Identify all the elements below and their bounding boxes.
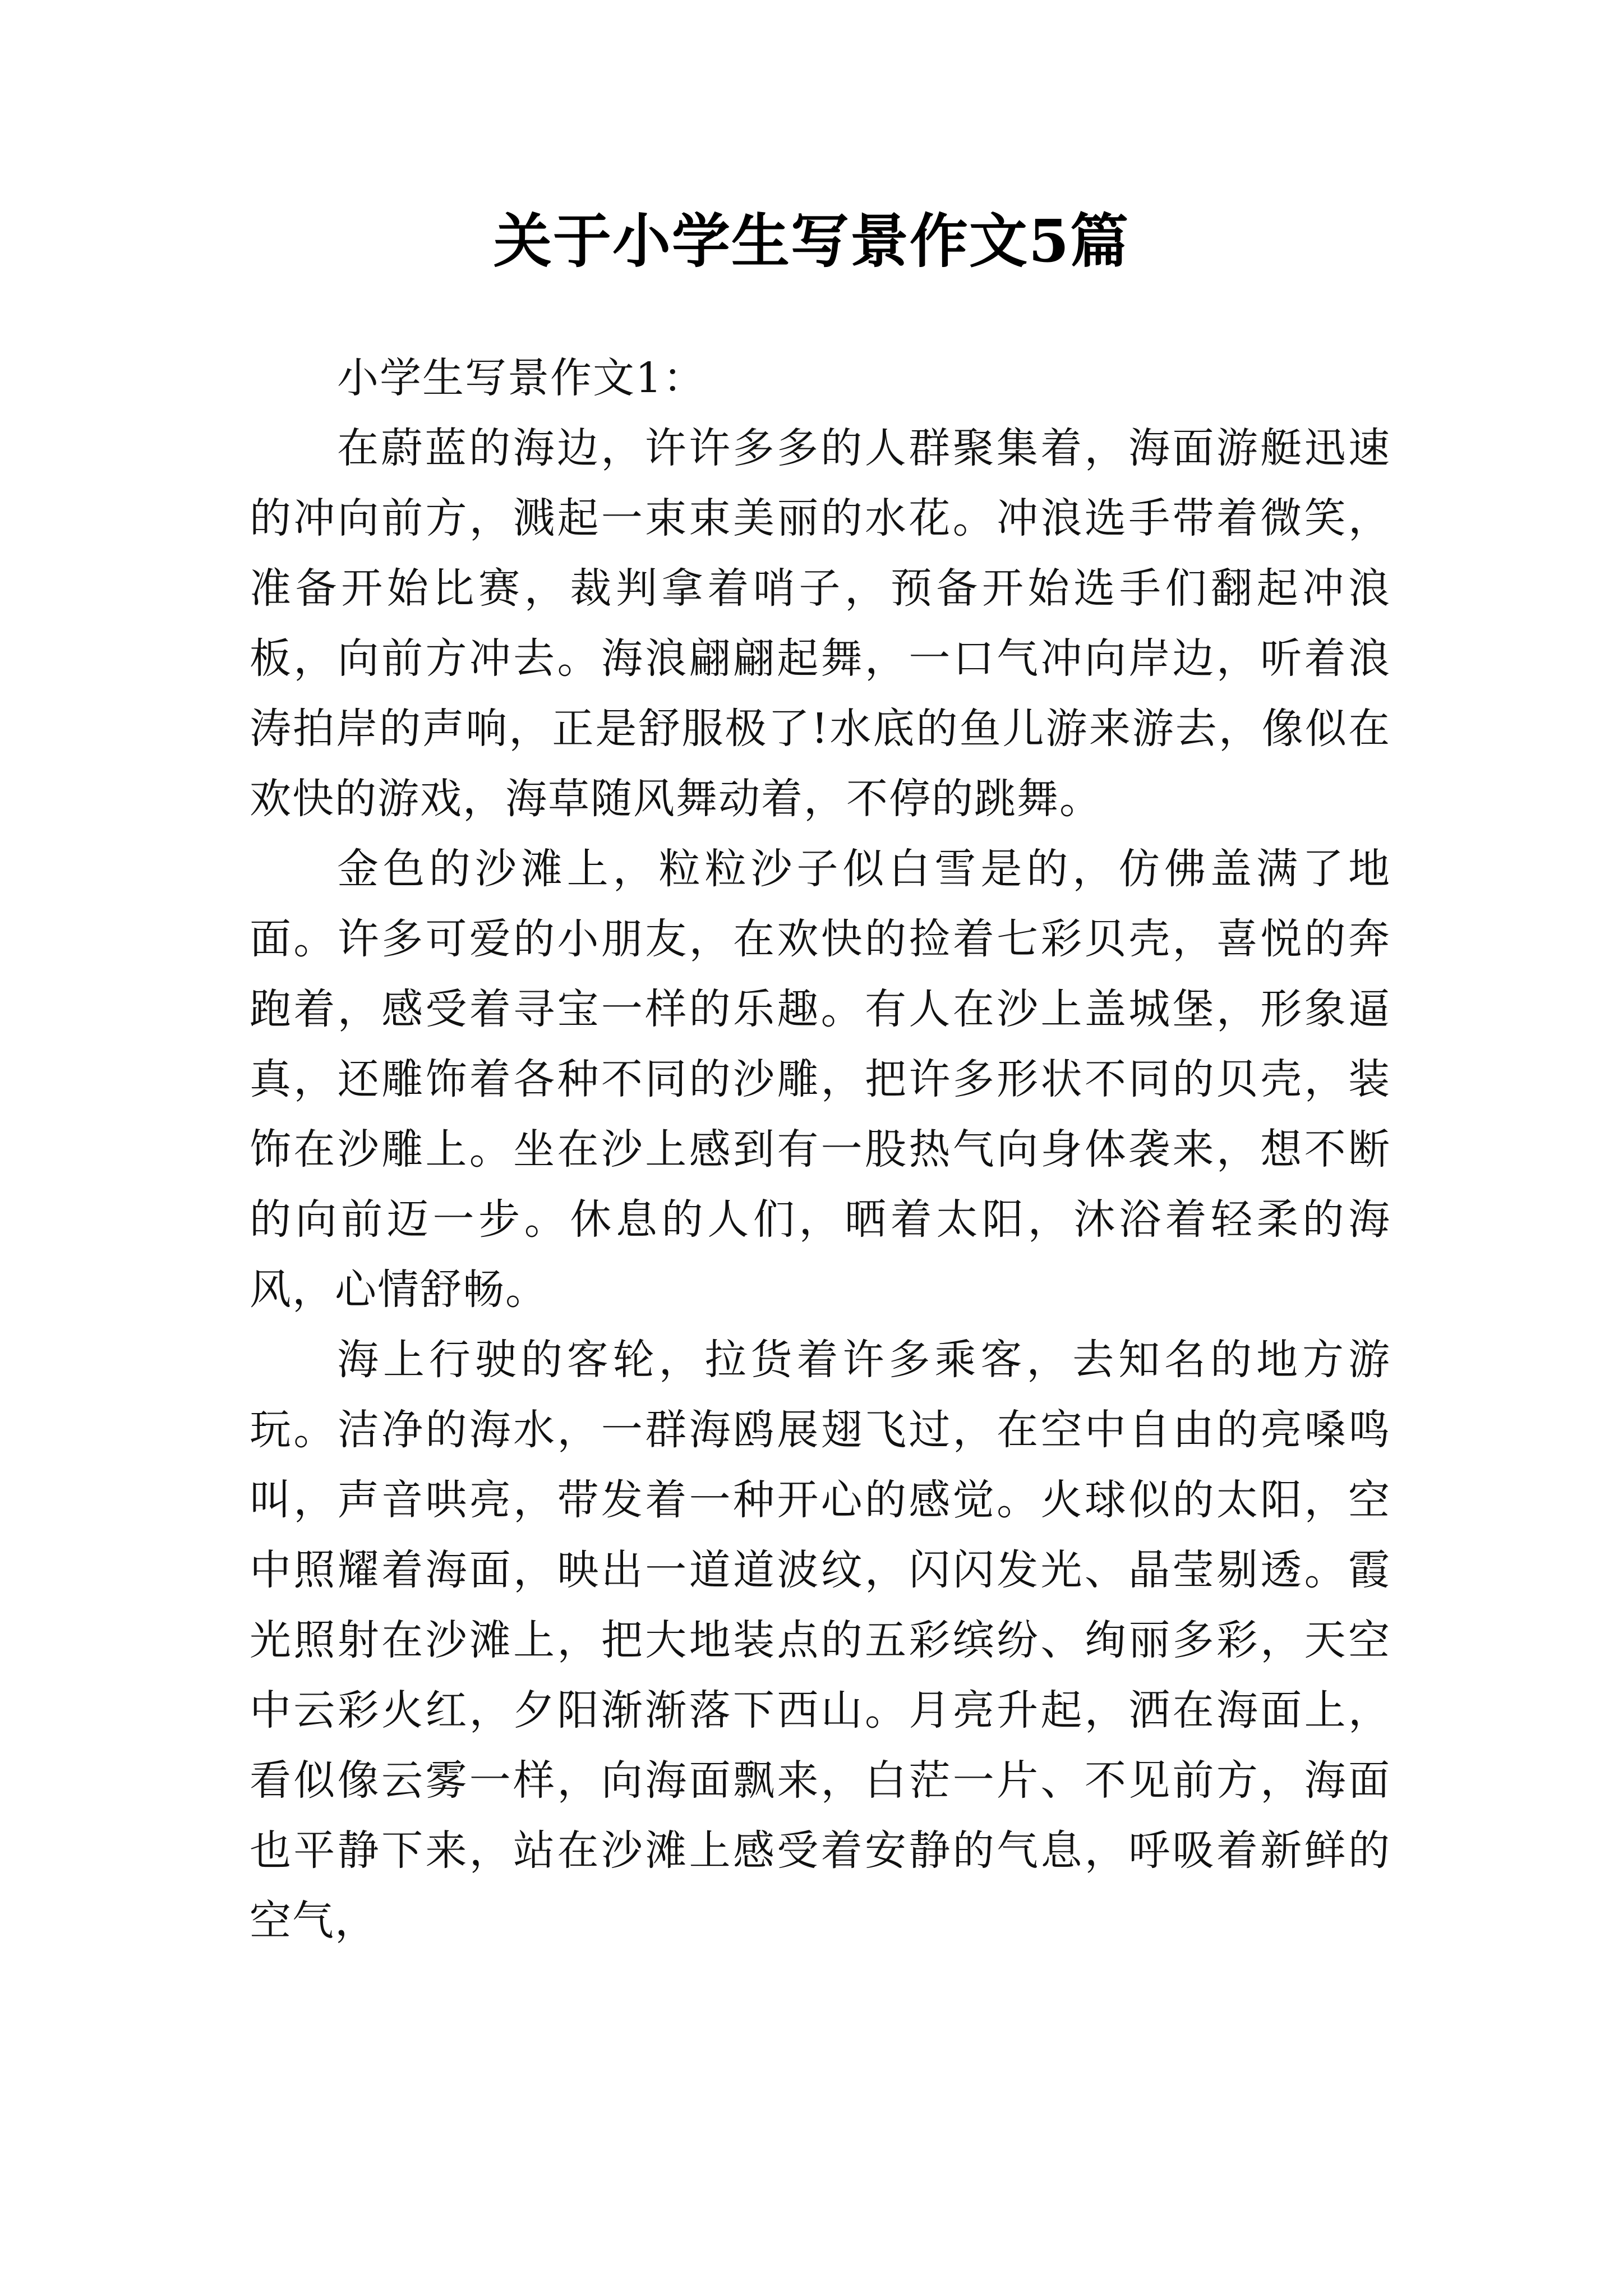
section-heading: 小学生写景作文1： [337, 354, 706, 402]
paragraph: 在蔚蓝的海边，许许多多的人群聚集着，海面游艇迅速的冲向前方，溅起一束束美丽的水花。冲浪选手带着微笑，准备开始比赛，裁判拿着哨子，预备开始选手们翻起冲浪板，向前方冲去。海浪翩翩起舞，一口气冲向岸边，听着浪涛拍岸的声响，正是舒服极了!水底的鱼儿游来游去，像似在欢快的游戏，海草随风舞动着，不停的跳舞。 [250, 424, 1391, 823]
document-body [250, 343, 1391, 1956]
paragraph: 金色的沙滩上，粒粒沙子似白雪是的，仿佛盖满了地面。许多可爱的小朋友，在欢快的捡着七彩贝壳，喜悦的奔跑着，感受着寻宝一样的乐趣。有人在沙上盖城堡，形象逼真，还雕饰着各种不同的沙雕，把许多形状不同的贝壳，装饰在沙雕上。坐在沙上感到有一股热气向身体袭来，想不断的向前迈一步。休息的人们，晒着太阳，沐浴着轻柔的海风，心情舒畅。 [250, 845, 1391, 1314]
paragraph: 海上行驶的客轮，拉货着许多乘客，去知名的地方游玩。洁净的海水，一群海鸥展翅飞过，在空中自由的亮嗓鸣叫，声音哄亮，带发着一种开心的感觉。火球似的太阳，空中照耀着海面，映出一道道波纹，闪闪发光、晶莹剔透。霞光照射在沙滩上，把大地装点的五彩缤纷、绚丽多彩，天空中云彩火红，夕阳渐渐落下西山。月亮升起，洒在海面上，看似像云雾一样，向海面飘来，白茫一片、不见前方，海面也平静下来，站在沙滩上感受着安静的气息，呼吸着新鲜的空气， [250, 1336, 1391, 1945]
document-title: 关于小学生写景作文5篇 [493, 206, 1130, 275]
